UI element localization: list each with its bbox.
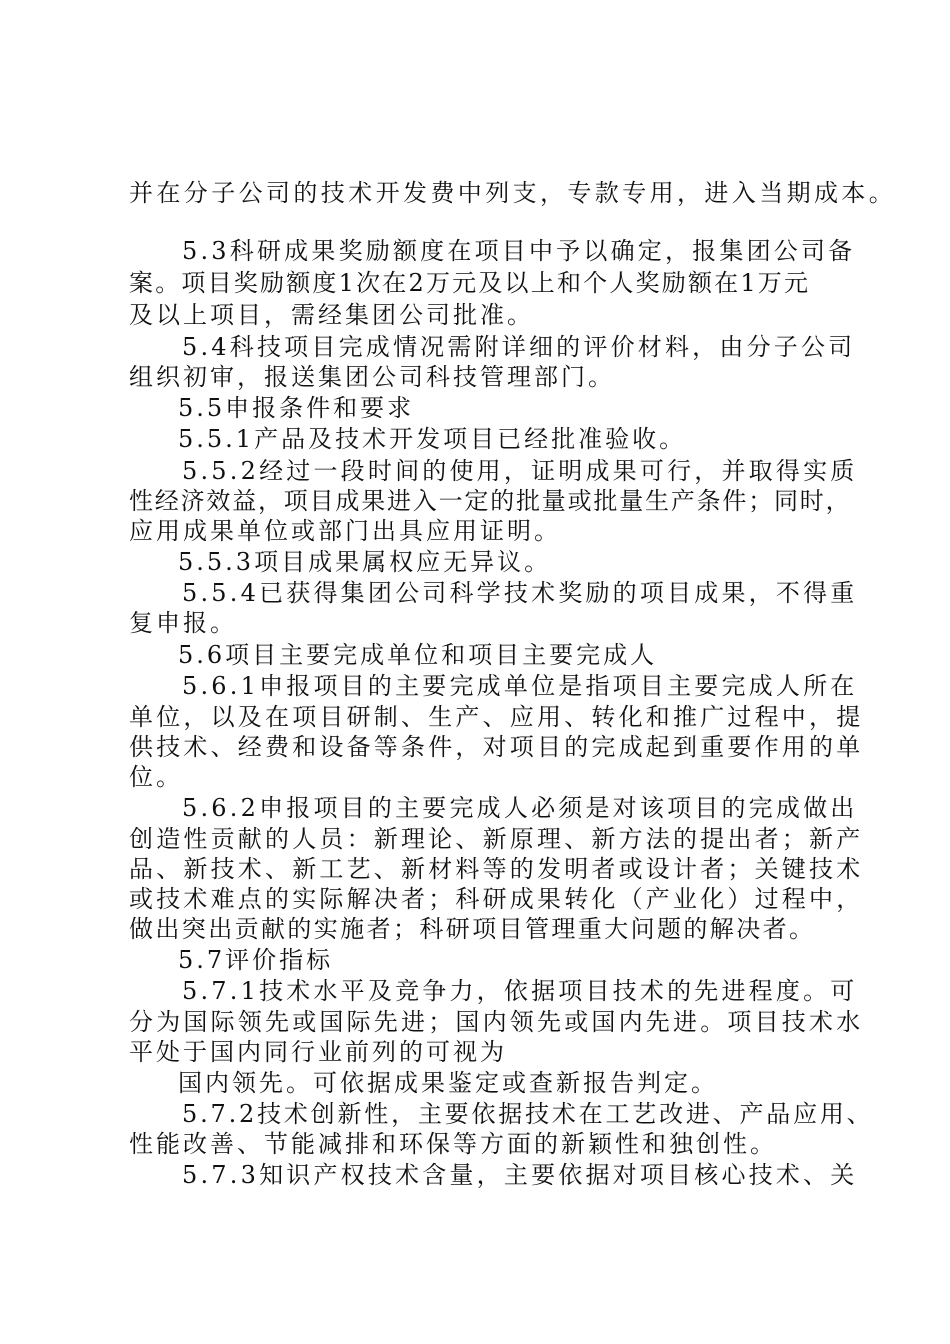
text-line: 或技术难点的实际解决者；科研成果转化（产业化）过程中， bbox=[129, 885, 864, 913]
text-line: 组织初审，报送集团公司科技管理部门。 bbox=[129, 363, 615, 391]
text-line: 5.4科技项目完成情况需附详细的评价材料，由分子公司 bbox=[182, 333, 856, 361]
text-line: 性能改善、节能减排和环保等方面的新颖性和独创性。 bbox=[129, 1130, 777, 1158]
section-heading: 5.5申报条件和要求 bbox=[178, 394, 415, 422]
text-line: 并在分子公司的技术开发费中列支，专款专用，进入当期成本。 bbox=[129, 179, 897, 207]
text-line: 创造性贡献的人员：新理论、新原理、新方法的提出者；新产 bbox=[129, 825, 864, 853]
text-line: 5.6.2申报项目的主要完成人必须是对该项目的完成做出 bbox=[182, 794, 858, 822]
text-line: 5.7.1技术水平及竞争力，依据项目技术的先进程度。可 bbox=[182, 977, 858, 1005]
text-line: 复申报。 bbox=[129, 609, 237, 637]
text-line: 品、新技术、新工艺、新材料等的发明者或设计者；关键技术 bbox=[129, 855, 864, 883]
text-line: 单位，以及在项目研制、生产、应用、转化和推广过程中，提 bbox=[129, 703, 864, 731]
text-line: 分为国际领先或国际先进；国内领先或国内先进。项目技术水 bbox=[129, 1008, 864, 1036]
text-line: 做出突出贡献的实施者；科研项目管理重大问题的解决者。 bbox=[129, 915, 816, 943]
text-line: 5.7.3知识产权技术含量，主要依据对项目核心技术、关 bbox=[182, 1161, 858, 1189]
section-heading: 5.7评价指标 bbox=[178, 946, 334, 974]
text-line: 5.5.1产品及技术开发项目已经批准验收。 bbox=[178, 425, 687, 453]
text-line: 5.5.3项目成果属权应无异议。 bbox=[178, 548, 552, 576]
text-line: 5.7.2技术创新性，主要依据技术在工艺改进、产品应用、 bbox=[182, 1100, 874, 1128]
text-line: 5.3科研成果奖励额度在项目中予以确定，报集团公司备 bbox=[182, 237, 856, 265]
section-heading: 5.6项目主要完成单位和项目主要完成人 bbox=[178, 641, 658, 669]
text-line: 应用成果单位或部门出具应用证明。 bbox=[129, 517, 561, 545]
text-line: 国内领先。可依据成果鉴定或查新报告判定。 bbox=[178, 1069, 718, 1097]
text-line: 性经济效益，项目成果进入一定的批量或批量生产条件；同时， bbox=[129, 487, 852, 515]
text-line: 供技术、经费和设备等条件，对项目的完成起到重要作用的单 bbox=[129, 733, 864, 761]
text-line: 及以上项目，需经集团公司批准。 bbox=[129, 301, 534, 329]
text-line: 案。项目奖励额度1次在2万元及以上和个人奖励额在1万元 bbox=[129, 269, 811, 297]
text-line: 5.6.1申报项目的主要完成单位是指项目主要完成人所在 bbox=[182, 672, 858, 700]
text-line: 平处于国内同行业前列的可视为 bbox=[129, 1038, 507, 1066]
text-line: 位。 bbox=[129, 763, 183, 791]
text-line: 5.5.2经过一段时间的使用，证明成果可行，并取得实质 bbox=[182, 457, 858, 485]
text-line: 5.5.4已获得集团公司科学技术奖励的项目成果，不得重 bbox=[182, 579, 858, 607]
